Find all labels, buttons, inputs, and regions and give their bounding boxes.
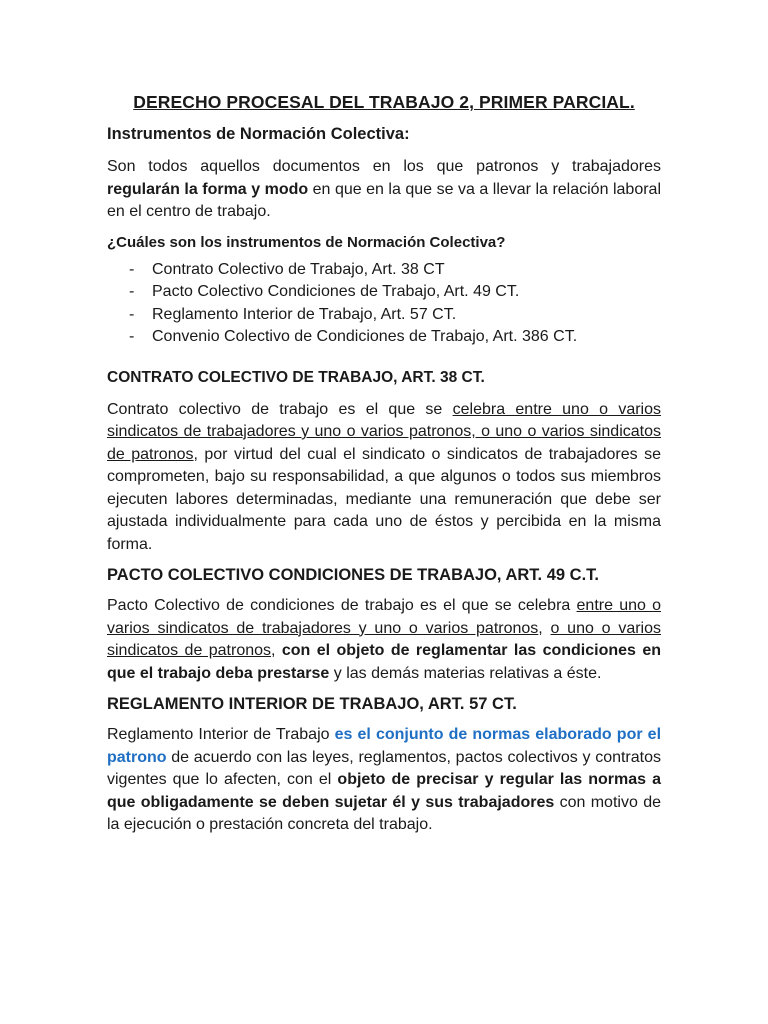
contrato-text-3: , por virtud del cual el sindicato o sindicatos de trabajadores se comprometen, bajo su responsabilidad, a que algunos o todos sus miembros ejecuten labores determinadas, mediante una remuneración que debe ser ajustada individualmente para cada uno de éstos y percibida en la misma forma.	[107, 445, 661, 553]
instruments-list	[107, 259, 661, 349]
reglamento-bold-text: objeto de precisar y regular las normas a que obligadamente se deben sujetar él y sus trabajadores	[107, 771, 662, 811]
section-paragraph-pacto	[107, 595, 661, 685]
section-heading-reglamento: REGLAMENTO INTERIOR DE TRABAJO, ART. 57 CT.	[107, 695, 517, 713]
list-item: - Convenio Colectivo de Condiciones de Trabajo, Art. 386 CT.	[107, 326, 661, 349]
list-item: - Reglamento Interior de Trabajo, Art. 57 CT.	[107, 304, 661, 327]
section-heading-pacto: PACTO COLECTIVO CONDICIONES DE TRABAJO, ART. 49 C.T.	[107, 566, 599, 584]
section-paragraph-reglamento	[107, 724, 661, 837]
intro-bold-text: regularán la forma y modo	[107, 180, 309, 198]
list-item: - Pacto Colectivo Condiciones de Trabajo, Art. 49 CT.	[107, 281, 661, 304]
pacto-text-7: y las demás materias relativas a éste.	[329, 664, 602, 682]
reglamento-blue-text: es el conjunto de normas elaborado por el patrono	[107, 726, 662, 766]
pacto-text-1: Pacto Colectivo de condiciones de trabajo es el que se celebra	[107, 597, 577, 614]
document-body	[107, 92, 661, 847]
reglamento-text-3: de acuerdo con las leyes, reglamentos, pactos colectivos y contratos vigentes que lo afecten, con el	[107, 748, 661, 788]
reglamento-text-5: con motivo de la ejecución o prestación concreta del trabajo.	[107, 793, 661, 833]
section-heading-contrato: CONTRATO COLECTIVO DE TRABAJO, ART. 38 CT.	[107, 368, 485, 386]
intro-paragraph	[107, 156, 661, 224]
reglamento-text-1: Reglamento Interior de Trabajo	[107, 726, 335, 743]
pacto-text-3: ,	[538, 619, 551, 637]
list-item: - Contrato Colectivo de Trabajo, Art. 38 CT	[107, 259, 661, 282]
document-title: DERECHO PROCESAL DEL TRABAJO 2, PRIMER PARCIAL.	[133, 92, 635, 112]
pacto-underlined-text-1: entre uno o varios sindicatos de trabajadores y uno o varios patronos	[107, 597, 662, 637]
pacto-bold-text: con el objeto de reglamentar las condiciones en que el trabajo deba prestarse	[107, 642, 661, 682]
contrato-text-1: Contrato colectivo de trabajo es el que se	[107, 400, 453, 418]
pacto-underlined-text-2: o uno o varios sindicatos de patronos	[107, 619, 662, 659]
intro-text-1: Son todos aquellos documentos en los que patronos y trabajadores	[107, 158, 661, 175]
contrato-underlined-text: celebra entre uno o varios sindicatos de trabajadores y uno o varios patronos, o uno o varios sindicatos de patronos	[107, 400, 662, 463]
pacto-text-5: ,	[271, 642, 282, 659]
intro-text-3: en que en la que se va a llevar la relación laboral en el centro de trabajo.	[107, 180, 662, 220]
section-paragraph-contrato	[107, 399, 661, 557]
subheading: Instrumentos de Normación Colectiva:	[107, 125, 410, 143]
question-heading: ¿Cuáles son los instrumentos de Normación Colectiva?	[107, 233, 506, 251]
